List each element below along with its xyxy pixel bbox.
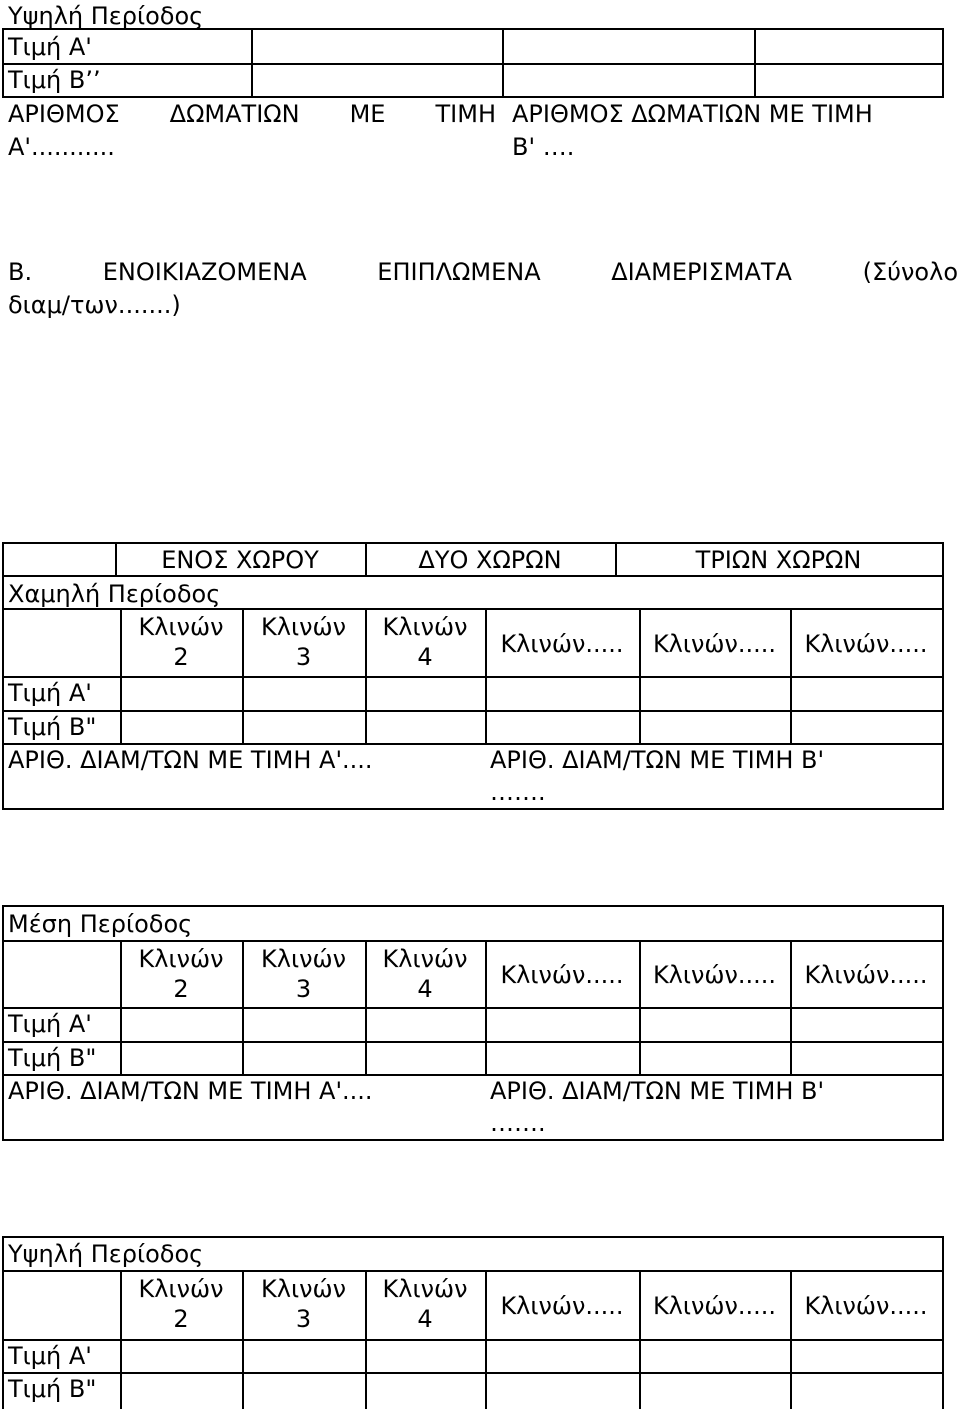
beds-dots-header: Κλινών..... — [804, 961, 928, 989]
beds-4-header — [365, 1274, 485, 1334]
top-rooms-b-value: Β' …. — [512, 133, 575, 161]
table-rule — [754, 28, 756, 96]
beds-word: Κλινών — [138, 1275, 224, 1303]
beds-2-header — [120, 944, 242, 1004]
beds-word: Κλινών — [138, 613, 224, 641]
mid-apts-b-label: ΑΡΙΘ. ΔΙΑΜ/ΤΩΝ ΜΕ ΤΙΜΗ Β' — [490, 1077, 825, 1105]
beds-count: 3 — [295, 643, 312, 671]
table-rule — [2, 940, 944, 942]
top-price-b-label: Τιμή Β’’ — [8, 66, 101, 94]
beds-count: 4 — [417, 975, 433, 1003]
table-rule — [502, 28, 504, 96]
top-rooms-a-label: ΑΡΙΘΜΟΣ ΔΩΜΑΤΙΩΝ ΜΕ ΤΙΜΗ — [8, 100, 496, 128]
beds-dots-header: Κλινών..... — [500, 630, 624, 658]
table-rule — [2, 608, 944, 610]
beds-dots-header: Κλινών..... — [500, 1292, 624, 1320]
beds-word: Κλινών — [138, 945, 224, 973]
beds-4-header — [365, 944, 485, 1004]
high-price-b-label: Τιμή Β" — [8, 1375, 97, 1403]
mid-price-a-label: Τιμή Α' — [8, 1010, 92, 1038]
low-price-a-label: Τιμή Α' — [8, 679, 92, 707]
beds-dots-header: Κλινών..... — [500, 961, 624, 989]
table-rule — [2, 1339, 944, 1341]
low-apts-b-label: ΑΡΙΘ. ΔΙΑΜ/ΤΩΝ ΜΕ ΤΙΜΗ Β' — [490, 746, 825, 774]
low-apts-b-value: ……. — [490, 778, 546, 806]
table-rule — [2, 1372, 944, 1374]
beds-word: Κλινών — [261, 613, 346, 641]
beds-4-header — [365, 612, 485, 672]
beds-3-header — [242, 944, 365, 1004]
beds-3-header — [242, 1274, 365, 1334]
mid-apts-b-value: ……. — [490, 1109, 546, 1137]
beds-word: Κλινών — [261, 945, 346, 973]
header-three-rooms: ΤΡΙΩΝ ΧΩΡΩΝ — [695, 546, 862, 574]
table-rule — [2, 1041, 944, 1043]
top-price-a-label: Τιμή Α' — [8, 33, 92, 61]
beds-count: 2 — [173, 643, 189, 671]
table-rule — [942, 1236, 944, 1409]
top-period-label: Υψηλή Περίοδος — [8, 2, 204, 30]
low-price-b-label: Τιμή Β" — [8, 713, 97, 741]
table-rule — [2, 63, 944, 65]
beds-count: 4 — [417, 643, 433, 671]
beds-2-header — [120, 612, 242, 672]
beds-dots-header: Κλινών..... — [804, 1292, 928, 1320]
top-rooms-a-value: Α'........... — [8, 133, 115, 161]
low-apts-a-label: ΑΡΙΘ. ΔΙΑΜ/ΤΩΝ ΜΕ ΤΙΜΗ Α'.... — [8, 746, 373, 774]
beds-count: 2 — [173, 1305, 189, 1333]
mid-apts-a-label: ΑΡΙΘ. ΔΙΑΜ/ΤΩΝ ΜΕ ΤΙΜΗ Α'.... — [8, 1077, 373, 1105]
beds-2-header — [120, 1274, 242, 1334]
beds-word: Κλινών — [382, 945, 468, 973]
high-period-label: Υψηλή Περίοδος — [8, 1240, 204, 1268]
high-price-a-label: Τιμή Α' — [8, 1342, 92, 1370]
section-title: Β. ΕΝΟΙΚΙΑΖΟΜΕΝΑ ΕΠΙΠΛΩΜΕΝΑ ΔΙΑΜΕΡΙΣΜΑΤΑ (Σύνολο — [8, 258, 958, 286]
beds-word: Κλινών — [261, 1275, 346, 1303]
beds-word: Κλινών — [382, 613, 468, 641]
top-rooms-b-label: ΑΡΙΘΜΟΣ ΔΩΜΑΤΙΩΝ ΜΕ ΤΙΜΗ — [512, 100, 873, 128]
beds-count: 2 — [173, 975, 189, 1003]
beds-count: 4 — [417, 1305, 433, 1333]
table-rule — [2, 28, 944, 30]
header-two-rooms: ΔΥΟ ΧΩΡΩΝ — [418, 546, 562, 574]
table-rule — [2, 1270, 944, 1272]
beds-dots-header: Κλινών..... — [652, 630, 777, 658]
section-title-cont: διαμ/των.......) — [8, 291, 181, 319]
table-rule — [2, 1236, 4, 1409]
low-period-label: Χαμηλή Περίοδος — [8, 580, 221, 608]
table-rule — [2, 1007, 944, 1009]
header-one-room: ΕΝΟΣ ΧΩΡΟΥ — [161, 546, 319, 574]
beds-dots-header: Κλινών..... — [804, 630, 928, 658]
table-rule — [2, 28, 4, 96]
beds-count: 3 — [295, 1305, 312, 1333]
beds-dots-header: Κλινών..... — [652, 961, 777, 989]
mid-price-b-label: Τιμή Β" — [8, 1044, 97, 1072]
beds-word: Κλινών — [382, 1275, 468, 1303]
mid-period-label: Μέση Περίοδος — [8, 910, 193, 938]
beds-dots-header: Κλινών..... — [652, 1292, 777, 1320]
table-rule — [251, 28, 253, 96]
table-rule — [2, 710, 944, 712]
beds-count: 3 — [295, 975, 312, 1003]
beds-3-header — [242, 612, 365, 672]
table-rule — [942, 28, 944, 96]
table-rule — [2, 676, 944, 678]
